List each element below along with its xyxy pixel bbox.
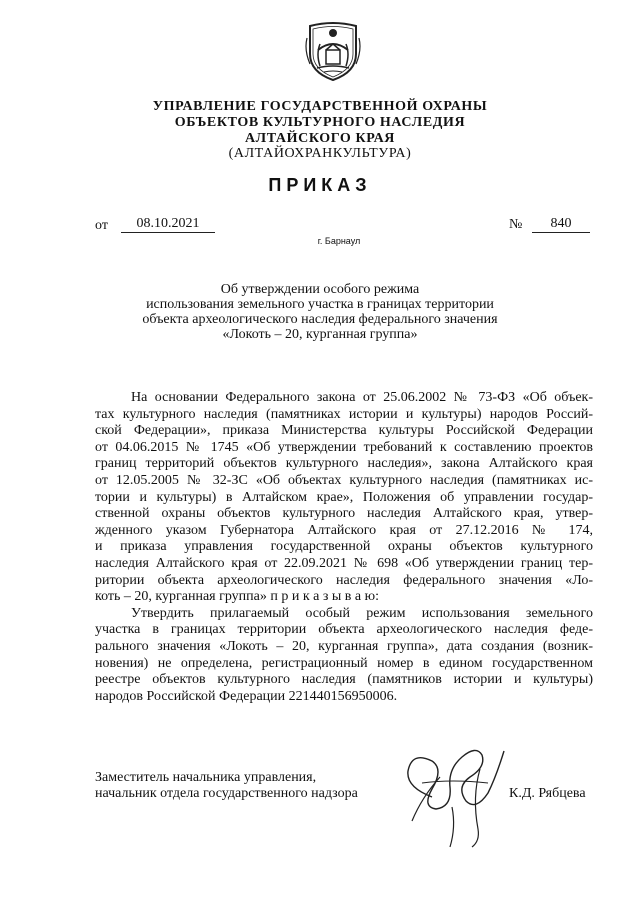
body-line: ритории объекта археологического наследия федерального значения «Ло- <box>95 572 593 588</box>
body-line: участка в границах территории объекта археологического наследия феде- <box>95 622 593 638</box>
body-line: рального значения «Локоть – 20, курганная группа», дата создания (возник- <box>95 638 593 654</box>
body-line: коть – 20, курганная группа» п р и к а з ы в а ю: <box>95 589 379 605</box>
signatory-position-line: начальник отдела государственного надзора <box>95 786 358 801</box>
document-number: 840 <box>532 216 590 233</box>
org-name-line-3: АЛТАЙСКОГО КРАЯ <box>244 131 396 146</box>
body-line: ственной охраны объектов культурного наследия Алтайского края, утвер- <box>95 506 593 522</box>
body-line: тории и культуры) в Алтайском крае», Положения об управлении государ- <box>95 489 593 505</box>
org-name-line-2: ОБЪЕКТОВ КУЛЬТУРНОГО НАСЛЕДИЯ <box>174 115 466 130</box>
coat-of-arms-emblem <box>304 20 362 82</box>
number-label: № <box>509 217 523 232</box>
org-short-name: (АЛТАЙОХРАНКУЛЬТУРА) <box>228 146 412 161</box>
subject-line: использования земельного участка в границах территории <box>146 297 494 312</box>
body-line: На основании Федерального закона от 25.06.2002 № 73-ФЗ «Об объек- <box>131 390 593 405</box>
body-line: жденного указом Губернатора Алтайского края от 27.12.2016 № 174, <box>95 522 593 538</box>
signatory-position-line: Заместитель начальника управления, <box>95 770 317 785</box>
signatory-position <box>95 770 358 802</box>
body-line: и приказа управления государственной охраны объектов культурного <box>95 539 593 555</box>
body-line: Утвердить прилагаемый особый режим использования земельного <box>131 605 593 621</box>
body-line: границ территорий объектов культурного наследия», закона Алтайского края <box>95 456 593 472</box>
body-line: народов Российской Федерации 221440156950006. <box>95 688 398 704</box>
body-line: ской Федерации», приказа Министерства культуры Российской Федерации <box>95 423 593 439</box>
subject-line: Об утверждении особого режима <box>220 282 420 297</box>
body-line: новения) не определена, регистрационный номер в едином государственном <box>95 655 593 671</box>
body-line: наследия Алтайского края от 22.09.2021 № 698 «Об утверждении границ тер- <box>95 555 593 571</box>
handwritten-signature <box>392 737 514 849</box>
subject-line: «Локоть – 20, курганная группа» <box>222 327 418 342</box>
body-line: тах культурного наследия (памятниках истории и культуры) народов Россий- <box>95 406 593 422</box>
document-date: 08.10.2021 <box>121 216 215 233</box>
document-body <box>95 390 593 705</box>
signatory-name: К.Д. Рябцева <box>509 786 586 801</box>
city-label: г. Барнаул <box>317 236 361 246</box>
date-label: от <box>95 218 108 233</box>
org-name-line-1: УПРАВЛЕНИЕ ГОСУДАРСТВЕННОЙ ОХРАНЫ <box>152 99 488 114</box>
body-line: реестре объектов культурного наследия (памятников истории и культуры) <box>95 672 593 688</box>
body-line: от 04.06.2015 № 1745 «Об утверждении требований к составлению проектов <box>95 439 593 455</box>
document-type-title: ПРИКАЗ <box>268 175 372 195</box>
body-line: от 12.05.2005 № 32-ЗС «Об объектах культурного наследия (памятниках ис- <box>95 472 593 488</box>
subject-line: объекта археологического наследия федерального значения <box>142 312 498 327</box>
document-subject <box>0 282 640 342</box>
